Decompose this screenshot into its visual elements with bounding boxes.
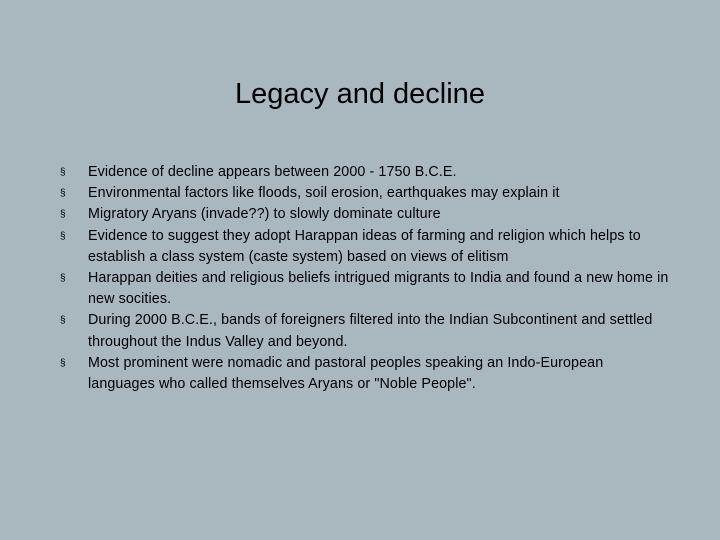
bullet-item bbox=[60, 162, 670, 183]
bullet-item bbox=[60, 310, 670, 352]
bullet-text: Migratory Aryans (invade??) to slowly dominate culture bbox=[88, 206, 441, 223]
bullet-text: Evidence of decline appears between 2000 - 1750 B.C.E. bbox=[88, 164, 457, 180]
bullet-text: Environmental factors like floods, soil erosion, earthquakes may explain it bbox=[88, 185, 560, 202]
bullet-marker-icon: § bbox=[60, 315, 66, 327]
bullet-marker-icon: § bbox=[60, 230, 66, 242]
bullet-item bbox=[60, 268, 670, 310]
slide-title: Legacy and decline bbox=[235, 78, 485, 110]
bullet-item bbox=[60, 353, 670, 395]
bullet-item bbox=[60, 226, 670, 268]
bullet-marker-icon: § bbox=[60, 188, 66, 200]
bullet-text: Evidence to suggest they adopt Harappan ideas of farming and religion which helps to establish a class system (caste system) based on views of elitism bbox=[88, 227, 641, 265]
bullet-marker-icon: § bbox=[60, 273, 66, 285]
bullet-text: Harappan deities and religious beliefs intrigued migrants to India and found a new home in new socities. bbox=[88, 270, 669, 308]
bullet-marker-icon: § bbox=[60, 167, 66, 178]
bullet-item bbox=[60, 183, 670, 204]
bullet-marker-icon: § bbox=[60, 357, 66, 369]
bullet-text: During 2000 B.C.E., bands of foreigners filtered into the Indian Subcontinent and settled throughout the Indus Valley and beyond. bbox=[88, 312, 653, 350]
bullet-item bbox=[60, 204, 670, 225]
bullet-text: Most prominent were nomadic and pastoral peoples speaking an Indo-European languages who called themselves Aryans or "Noble People". bbox=[88, 354, 604, 393]
bullet-marker-icon: § bbox=[60, 209, 66, 221]
bullet-list bbox=[60, 162, 670, 395]
